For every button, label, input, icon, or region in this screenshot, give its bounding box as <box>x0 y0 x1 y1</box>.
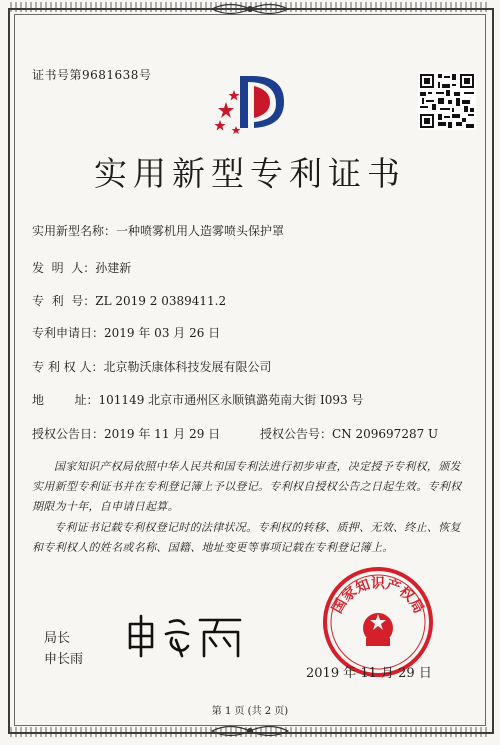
address-value: 101149 北京市通州区永顺镇潞苑南大街 I093 号 <box>98 393 364 407</box>
grant-number-label: 授权公告号： <box>260 427 333 441</box>
patentee-label: 专 利 权 人： <box>32 360 104 374</box>
bottom-ornament <box>210 722 290 740</box>
svg-text:国家知识产权局: 国家知识产权局 <box>329 576 427 617</box>
page-footer: 第 1 页 (共 2 页) <box>211 706 289 717</box>
director-name: 申长雨 <box>44 652 84 667</box>
filing-date-value: 2019 年 03 月 26 日 <box>104 326 221 340</box>
grant-number-value: CN 209697287 U <box>332 427 439 441</box>
qr-code-icon[interactable] <box>418 72 476 130</box>
inventor-row <box>32 259 131 276</box>
address-row <box>32 391 363 408</box>
paragraph-grant: 国家知识产权局依照中华人民共和国专利法进行初步审查，决定授予专利权，颁发实用新型专利证书并在专利登记簿上予以登记。专利权自授权公告之日起生效。专利权期限为十年，自申请日起算。 <box>32 460 462 513</box>
patentee-value: 北京勒沃康体科技发展有限公司 <box>103 360 272 374</box>
inventor-value: 孙建新 <box>95 261 132 275</box>
patentee-row <box>32 358 271 375</box>
patent-number-row <box>32 292 226 309</box>
director-title: 局长 <box>44 631 71 646</box>
paragraph-legal-status: 专利证书记载专利权登记时的法律状况。专利权的转移、质押、无效、终止、恢复和专利权人的姓名或名称、国籍、地址变更等事项记载在专利登记簿上。 <box>32 521 461 554</box>
director-signature <box>122 612 252 660</box>
inventor-label: 发 明 人： <box>32 261 96 275</box>
grant-number-row <box>260 425 438 442</box>
utility-model-name-value: 一种喷雾机用人造雾喷头保护罩 <box>116 224 285 238</box>
grant-date-row <box>32 425 220 442</box>
patent-number-label: 专 利 号： <box>32 294 96 308</box>
patent-number-value: ZL 2019 2 0389411.2 <box>95 294 227 308</box>
filing-date-label: 专利申请日： <box>32 326 105 340</box>
grant-date-label: 授权公告日： <box>32 427 105 441</box>
top-ornament <box>210 0 290 18</box>
seal-date: 2019 年 11 月 29 日 <box>306 666 432 681</box>
address-label: 地 址： <box>32 393 99 407</box>
cnipa-logo-icon <box>210 62 298 142</box>
utility-model-name-row <box>32 222 284 239</box>
filing-date-row <box>32 324 220 341</box>
certificate-number: 证书号第9681638号 <box>32 68 152 82</box>
utility-model-name-label: 实用新型名称： <box>32 224 117 238</box>
certificate-title: 实用新型专利证书 <box>94 154 406 193</box>
grant-date-value: 2019 年 11 月 29 日 <box>104 427 221 441</box>
